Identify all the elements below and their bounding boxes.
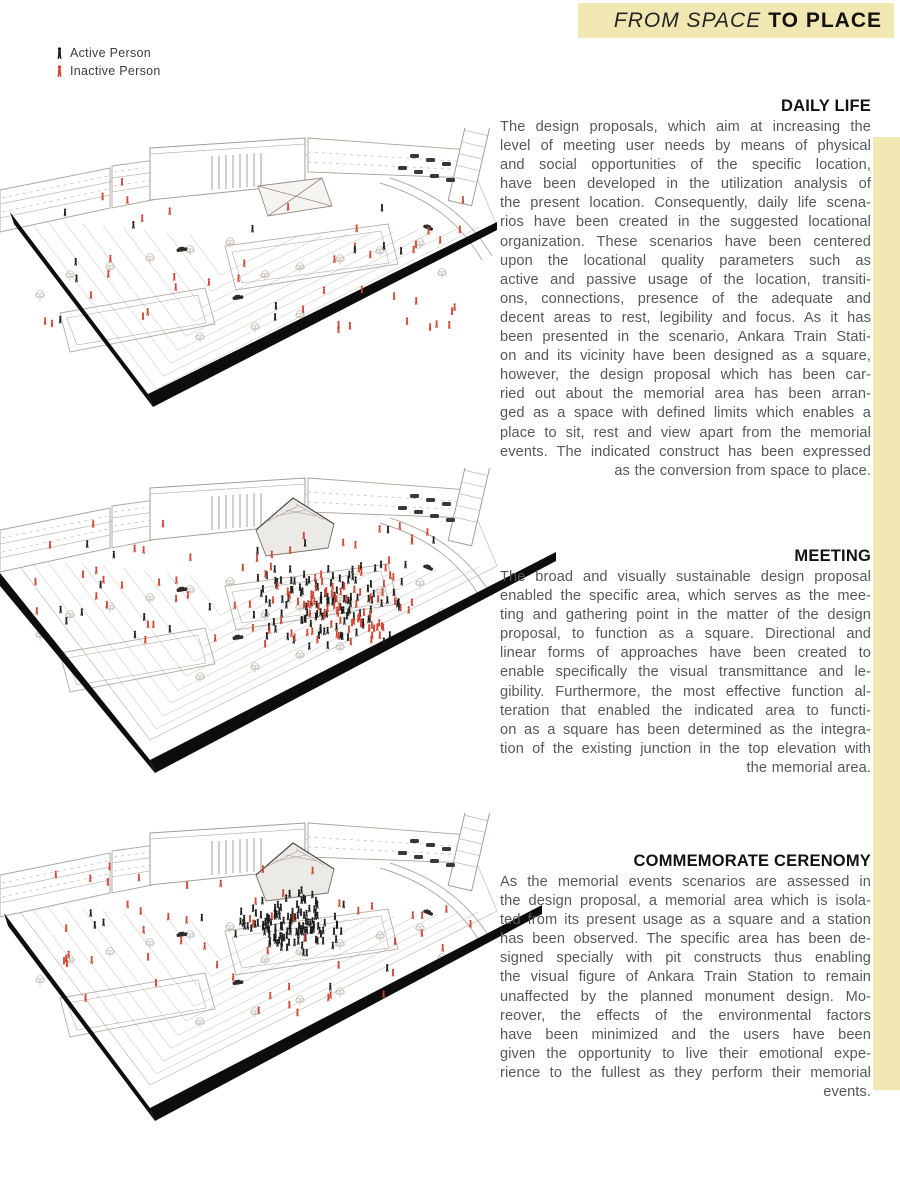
section-daily-life <box>500 97 871 481</box>
section-heading: COMMEMORATE CERENOMY <box>633 852 871 870</box>
section-meeting <box>500 547 871 778</box>
section-heading: DAILY LIFE <box>780 97 871 115</box>
title-banner <box>578 3 894 38</box>
legend-item-active <box>55 44 161 62</box>
section-paragraph: As the memorial events scenarios are assessed in the design proposal, a memorial area which is isola- ted from its present usage as a square and a station has been observed. The specific area has been de- signed specially with pit constructs thus enabling the visual figure of Ankara Train Station to remain unaffected by the planned monument design. Mo- reover, the effects of the environmental factors have been minimized and the users have been given the opportunity to live their emotional expe- rience to the fullest as they perform their memorial events. <box>500 874 871 1101</box>
meeting-illustration <box>0 468 560 815</box>
inactive-person-icon <box>55 64 64 79</box>
section-paragraph: The broad and visually sustainable design proposal enabled the specific area, which serves as the mee- ting and gathering point in the matter of the design proposal, to function as a square. Directional and linear forms of approaches have been created to enable specifically the visual transmittance and le- gibility. Furthermore, the most effective function al- teration that enabled the indicated area to functi- on as a square has been determined as the integra- tion of the existing junction in the top elevation with the memorial area. <box>500 569 871 776</box>
title-from-space: FROM SPACE <box>613 8 762 32</box>
legend <box>55 44 161 80</box>
active-person-icon <box>55 46 64 61</box>
section-commemorate-cerenomy <box>500 852 871 1102</box>
legend-label-inactive: Inactive Person <box>70 64 161 78</box>
accent-stripe <box>873 137 900 1090</box>
section-heading: MEETING <box>794 547 871 565</box>
legend-label-active: Active Person <box>70 46 152 60</box>
legend-item-inactive <box>55 62 161 80</box>
daily-life-illustration <box>0 128 500 470</box>
section-paragraph: The design proposals, which aim at increasing the level of meeting user needs by means of physical and social opportunities of the specific location, have been developed in the utilization analysis of the present location. Consequently, daily life scena- rios have been created in the suggested locational organization. These scenarios have been centered upon the locational quality parameters such as active and passive usage of the location, transiti- ons, connections, presence of the adequate and decent areas to rest, legibility and focus. As it has been presented in the scenario, Ankara Train Stati- on and its vicinity have been designed as a square, however, the design proposal which has been car- ried out about the memorial area has been arran- ged as a space with defined limits which enables a place to sit, rest and view apart from the memorial events. The indicated construct has been expressed as the conversion from space to place. <box>500 119 871 479</box>
title-to-place: TO PLACE <box>768 8 882 32</box>
commemorate-cerenomy-illustration <box>0 813 545 1160</box>
